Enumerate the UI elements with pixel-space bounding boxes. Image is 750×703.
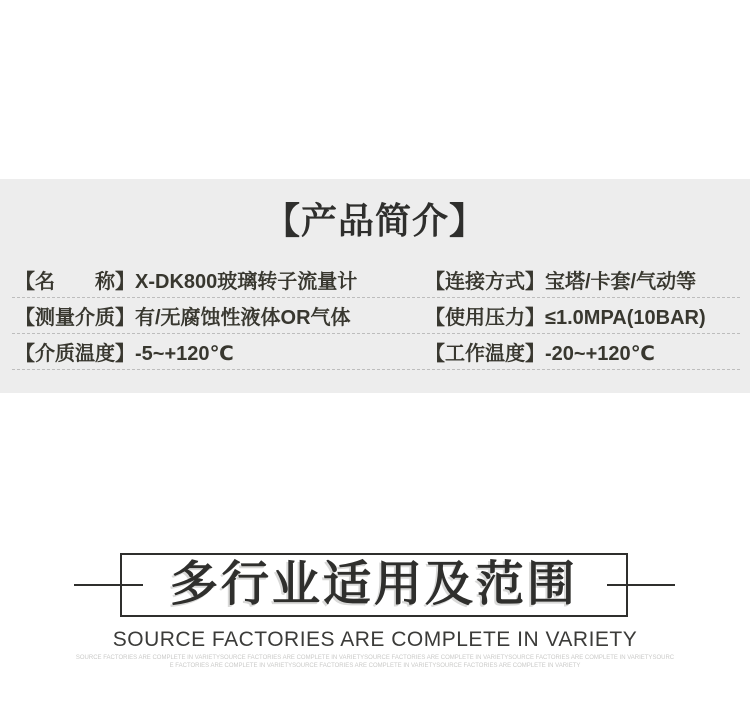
spec-value-medium: 有/无腐蚀性液体OR气体 — [135, 307, 351, 329]
spec-cell-working-temp — [425, 337, 740, 366]
spec-label-pressure: 【使用压力】 — [425, 307, 545, 329]
spec-label-connection: 【连接方式】 — [425, 271, 545, 293]
spec-label-medium-temp: 【介质温度】 — [15, 343, 135, 365]
spec-value-pressure: ≤1.0MPA(10BAR) — [545, 307, 706, 329]
spec-label-name: 【名 称】 — [15, 271, 135, 293]
watermark-text — [0, 654, 750, 670]
spec-cell-medium — [12, 301, 425, 330]
spec-row-name-connection — [12, 262, 740, 298]
spec-value-working-temp: -20~+120℃ — [545, 343, 655, 365]
watermark-line-2: E FACTORIES ARE COMPLETE IN VARIETYSOURCE FACTORIES ARE COMPLETE IN VARIETYSOURCE FACTORIES ARE COMPLETE IN VARIETY — [169, 663, 581, 669]
spec-row-medium-temp-working-temp — [12, 334, 740, 370]
spec-cell-connection — [425, 265, 740, 294]
watermark-line-1: SOURCE FACTORIES ARE COMPLETE IN VARIETYSOURCE FACTORIES ARE COMPLETE IN VARIETYSOURCE FACTORIES ARE COMPLETE IN VARIETYSOURCE FACTORIES ARE COMPLETE IN VARIETYSOURC — [75, 655, 675, 661]
spec-cell-pressure — [425, 301, 740, 330]
spec-cell-name — [12, 265, 425, 294]
industry-subtitle: SOURCE FACTORIES ARE COMPLETE IN VARIETY — [112, 628, 638, 651]
spec-cell-medium-temp — [12, 337, 425, 366]
decorative-line-right — [607, 584, 675, 586]
spec-value-connection: 宝塔/卡套/气动等 — [545, 271, 697, 293]
spec-table — [12, 262, 740, 370]
decorative-line-left — [74, 584, 143, 586]
spec-row-medium-pressure — [12, 298, 740, 334]
product-intro-section — [0, 179, 750, 393]
spec-value-name: X-DK800玻璃转子流量计 — [135, 271, 358, 293]
spec-value-medium-temp: -5~+120℃ — [135, 343, 234, 365]
spec-label-working-temp: 【工作温度】 — [425, 343, 545, 365]
spec-label-medium: 【测量介质】 — [15, 307, 135, 329]
product-intro-title: 【产品简介】 — [263, 200, 486, 241]
industry-title: 多行业适用及范围 — [169, 558, 578, 611]
industry-title-box — [120, 553, 628, 617]
